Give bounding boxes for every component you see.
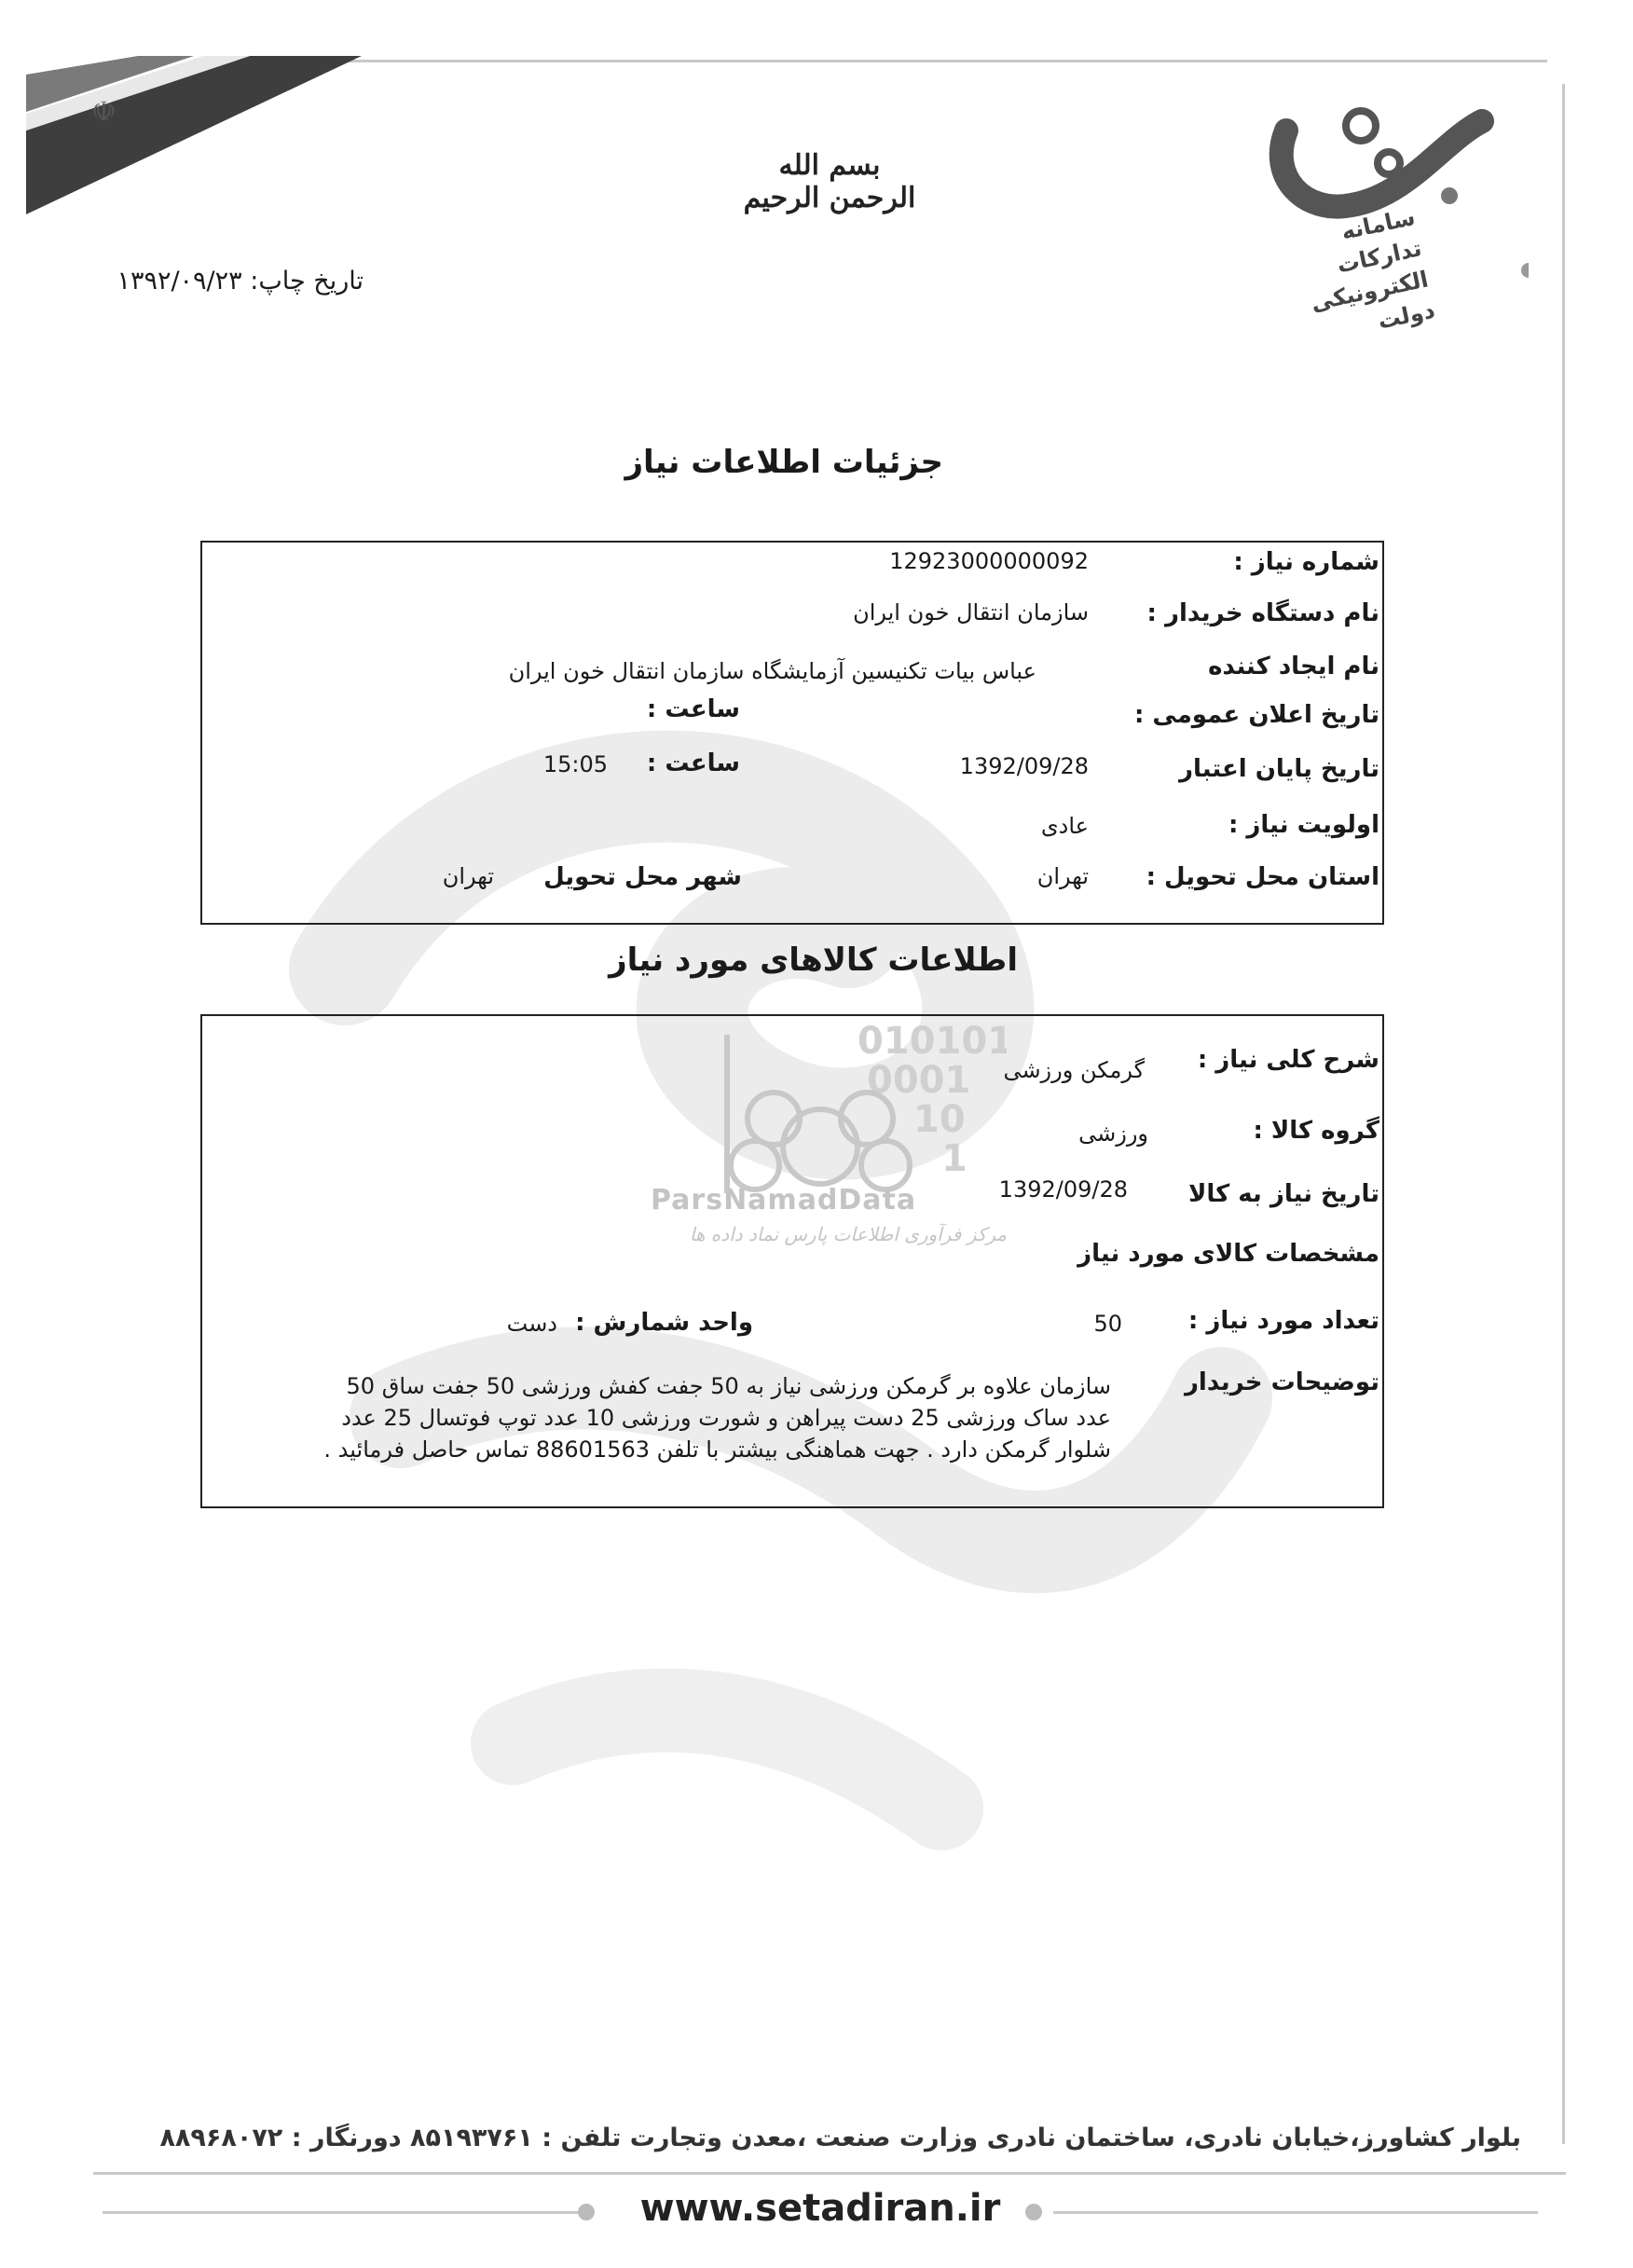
buyer-label: نام دستگاه خریدار : [1146,599,1379,627]
buyer-value: سازمان انتقال خون ایران [853,599,1089,625]
seta-logo [1249,75,1529,354]
qty-value: 50 [1093,1311,1122,1337]
basmala: بسم الله الرحمن الرحيم [743,149,916,214]
expiry-date-value: 1392/09/28 [959,753,1089,779]
notes-line-1: سازمان علاوه بر گرمکن ورزشی نیاز به 50 جفت کفش ورزشی 50 جفت ساق 50 [346,1373,1111,1399]
notes-line-2: عدد ساک ورزشی 25 دست پیراهن و شورت ورزشی 10 عدد توپ فوتسال 25 عدد [341,1405,1111,1431]
unit-value: دست [506,1311,557,1337]
section1-title: جزئیات اطلاعات نیاز [624,444,943,481]
print-date-label: تاریخ چاپ: [250,267,364,296]
frame-right-line [1562,84,1565,2144]
notes-line-3: شلوار گرمکن دارد . جهت هماهنگی بیشتر با تلفن 88601563 تماس حاصل فرمائید . [323,1436,1111,1463]
frame-bottom-line [93,2172,1566,2175]
footer-address: بلوار کشاورز،خیابان نادری، ساختمان نادری وزارت صنعت ،معدن وتجارت تلفن : ۸۵۱۹۳۷۶۱ دورنگار : ۸۸۹۶۸۰۷۲ [159,2124,1521,2152]
parsnamad-subtitle: مرکز فرآوری اطلاعات پارس نماد داده ها [689,1223,1007,1245]
desc-label: شرح کلی نیاز : [1197,1046,1379,1074]
notes-label: توضیحات خریدار [1184,1368,1379,1396]
creator-value: عباس بیات تکنیسین آزمایشگاه سازمان انتقال خون ایران [508,658,1036,684]
expiry-date-label: تاریخ پایان اعتبار [1179,755,1379,783]
svg-text:☫: ☫ [91,96,117,129]
footer-dot-left [578,2204,595,2220]
parsnamad-name: ParsNamadData [651,1184,917,1216]
frame-top-line [336,60,1547,62]
expiry-time-value: 15:05 [542,751,608,777]
specs-label: مشخصات کالای مورد نیاز [1077,1240,1379,1268]
group-value: ورزشی [1078,1120,1148,1147]
need-number-value: 12923000000092 [889,548,1089,574]
desc-value: گرمکن ورزشی [1003,1057,1145,1083]
footer-website[interactable]: www.setadiran.ir [639,2187,1001,2230]
need-date-value: 1392/09/28 [998,1176,1128,1203]
priority-label: اولویت نیاز : [1228,811,1379,839]
group-label: گروه کالا : [1253,1117,1379,1145]
unit-label: واحد شمارش : [575,1309,753,1337]
expiry-time-label: ساعت : [646,749,740,777]
priority-value: عادی [1040,813,1089,839]
print-date [84,267,364,296]
footer-dot-right [1025,2204,1042,2220]
flag-emblem-band [26,56,362,224]
province-value: تهران [1036,863,1089,889]
announce-date-label: تاریخ اعلان عمومی : [1133,701,1379,729]
province-label: استان محل تحویل : [1146,863,1379,891]
svg-text:10: 10 [913,1098,966,1141]
notes-text [216,1370,1111,1465]
creator-label: نام ایجاد کننده [1208,653,1379,680]
need-date-label: تاریخ نیاز به کالا [1187,1180,1379,1208]
announce-time-label: ساعت : [646,695,740,723]
print-date-value: ۱۳۹۲/۰۹/۲۳ [117,267,242,296]
section2-title: اطلاعات کالاهای مورد نیاز [609,942,1018,979]
svg-text:0001: 0001 [867,1059,971,1102]
need-number-label: شماره نیاز : [1233,548,1379,576]
frame-bottom-line-3 [103,2211,587,2214]
city-value: تهران [442,863,494,889]
parsnamad-watermark [634,1016,1007,1268]
city-label: شهر محل تحویل [543,863,742,891]
qty-label: تعداد مورد نیاز : [1187,1307,1379,1335]
svg-text:010101: 010101 [858,1020,1007,1063]
seta-logo-text: سامانه تدارکات الکترونیکی دولت [1308,203,1437,335]
parsnamad-logo-icon [634,1016,1007,1203]
frame-bottom-line-2 [1053,2211,1538,2214]
svg-text:1: 1 [941,1137,967,1180]
